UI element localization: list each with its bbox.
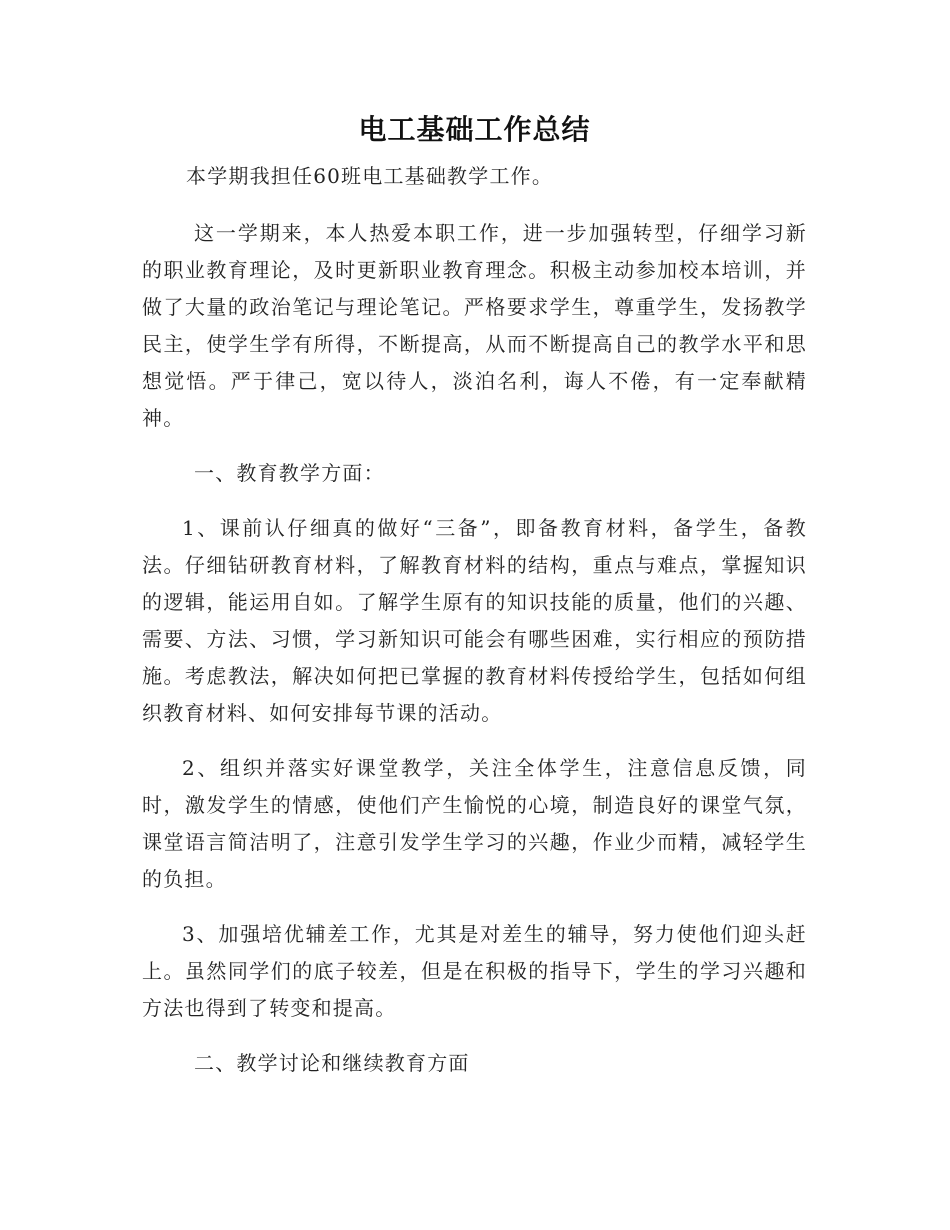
section-heading-teaching: 一、教育教学方面： — [194, 461, 385, 485]
paragraph-intro: 本学期我担任60班电工基础教学工作。 — [186, 164, 554, 188]
paragraph-item-3: 3、加强培优辅差工作，尤其是对差生的辅导，努力使他们迎头赶上。虽然同学们的底子较差，但是在积极的指导下，学生的学习兴趣和方法也得到了转变和提高。 — [142, 922, 807, 1020]
document-title: 电工基础工作总结 — [358, 113, 591, 146]
paragraph-item-2: 2、组织并落实好课堂教学，关注全体学生，注意信息反馈，同时，激发学生的情感，使他们产生愉悦的心境，制造良好的课堂气氛，课堂语言简洁明了，注意引发学生学习的兴趣，作业少而精，减轻学生的负担。 — [142, 756, 807, 891]
paragraph-item-1: 1、课前认仔细真的做好“三备”，即备教育材料，备学生，备教法。仔细钻研教育材料，了解教育材料的结构，重点与难点，掌握知识的逻辑，能运用自如。了解学生原有的知识技能的质量，他们的兴趣、需要、方法、习惯，学习新知识可能会有哪些困难，实行相应的预防措施。考虑教法，解决如何把已掌握的教育材料传授给学生，包括如何组织教育材料、如何安排每节课的活动。 — [142, 516, 807, 725]
paragraph-summary: 这一学期来，本人热爱本职工作，进一步加强转型，仔细学习新的职业教育理论，及时更新职业教育理念。积极主动参加校本培训，并做了大量的政治笔记与理论笔记。严格要求学生，尊重学生，发扬教学民主，使学生学有所得，不断提高，从而不断提高自己的教学水平和思想觉悟。严于律己，宽以待人，淡泊名利，诲人不倦，有一定奉献精神。 — [142, 221, 807, 430]
section-heading-research: 二、教学讨论和继续教育方面 — [194, 1051, 470, 1075]
document-page — [142, 108, 807, 1082]
